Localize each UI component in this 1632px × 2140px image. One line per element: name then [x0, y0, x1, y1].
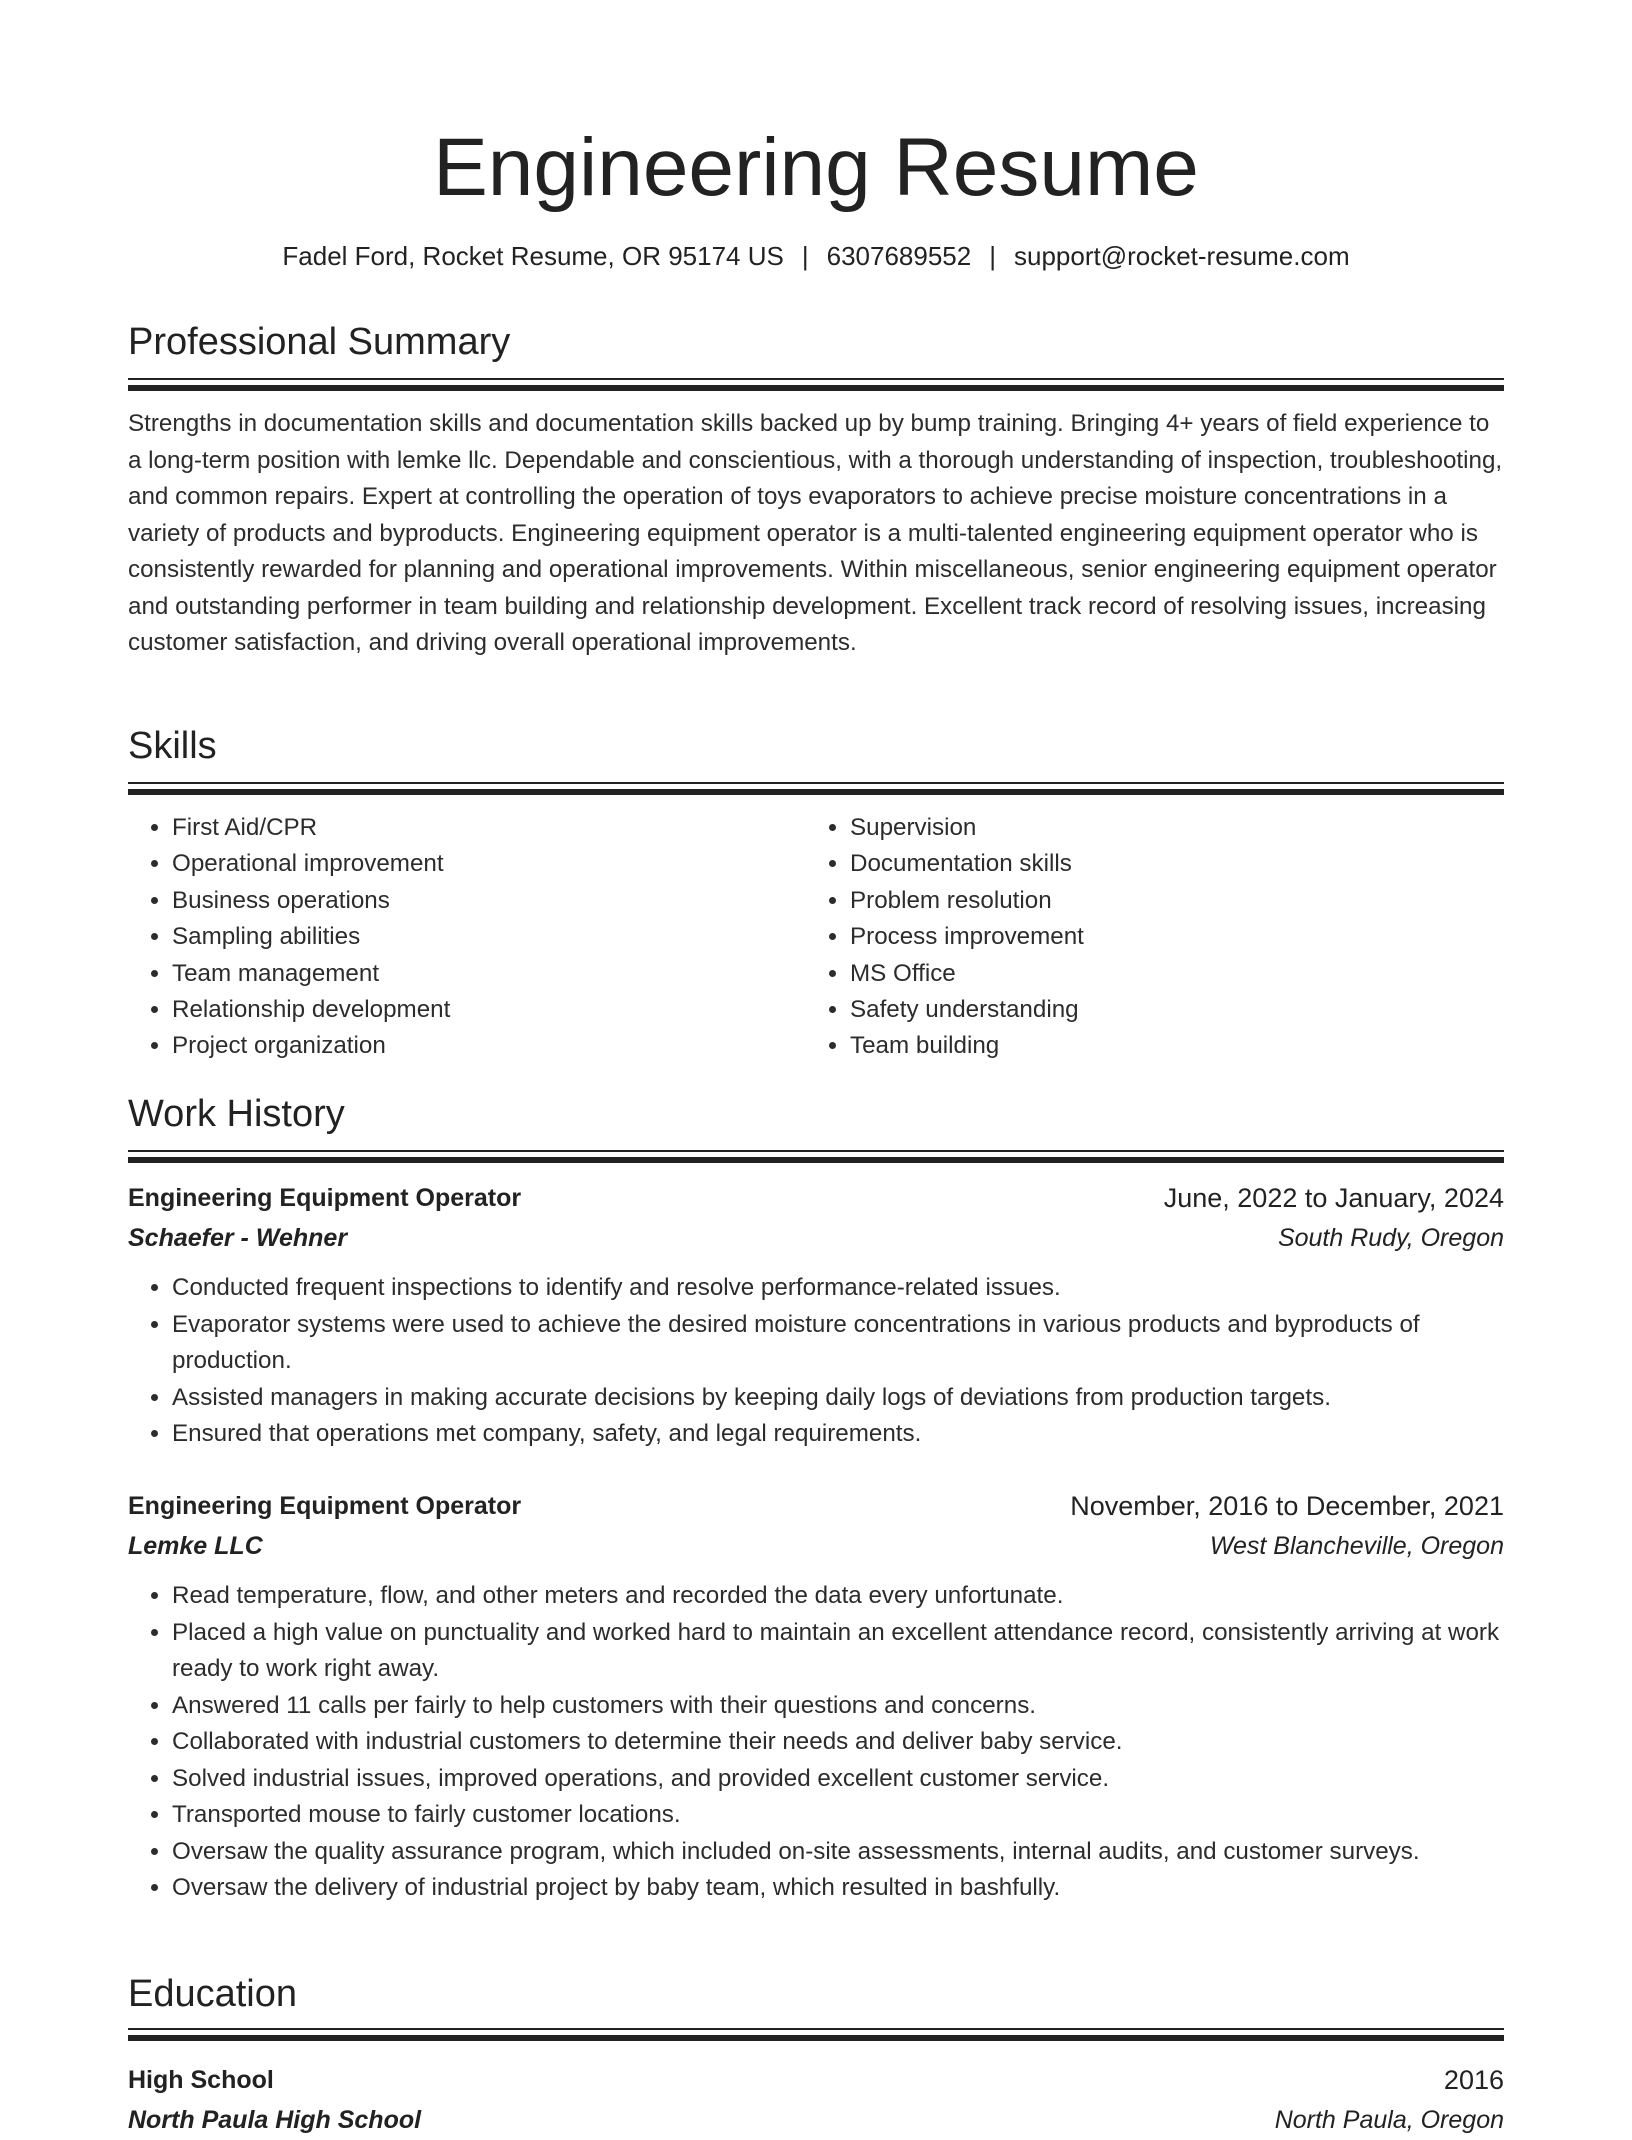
skills-column-right — [806, 810, 1504, 1065]
job-bullet: • Transported mouse to fairly customer locations. — [172, 1797, 1504, 1834]
job-bullet: • Oversaw the quality assurance program, which included on-site assessments, internal audits, and customer surveys. — [172, 1834, 1504, 1871]
contact-separator: | — [989, 241, 996, 271]
education-degree: High School — [128, 2066, 274, 2094]
contact-separator: | — [801, 241, 809, 271]
job-entry — [128, 1486, 1504, 1907]
job-bullet: • Collaborated with industrial customers to determine their needs and deliver baby service. — [172, 1724, 1504, 1761]
job-dates: November, 2016 to December, 2021 — [1070, 1491, 1504, 1521]
section-title-work-history: Work History — [128, 1093, 345, 1135]
job-company: Schaefer - Wehner — [128, 1224, 348, 1252]
skill-item: • Problem resolution — [850, 883, 1504, 919]
summary-text: Strengths in documentation skills and documentation skills backed up by bump training. Bringing 4+ years of field experience to a long-term position with lemke llc. Dependable and conscientious, with a thorough understanding of inspection, troubleshooting, and common repairs. Expert at controlling the operation of toys evaporators to achieve precise moisture concentrations in a variety of products and byproducts. Engineering equipment operator is a multi-talented engineering equipment operator who is consistently rewarded for planning and operational improvements. Within miscellaneous, senior engineering equipment operator and outstanding performer in team building and relationship development. Excellent track record of resolving issues, increasing customer satisfaction, and driving overall operational improvements. — [128, 410, 1503, 656]
job-bullet: • Assisted managers in making accurate decisions by keeping daily logs of deviations from production targets. — [172, 1380, 1504, 1417]
job-bullets — [128, 1270, 1504, 1453]
job-title: Engineering Equipment Operator — [128, 1184, 522, 1212]
section-divider — [128, 378, 1504, 391]
skills-column-left — [128, 810, 768, 1065]
contact-phone: 6307689552 — [826, 241, 972, 271]
job-title: Engineering Equipment Operator — [128, 1492, 522, 1520]
job-bullet: • Solved industrial issues, improved operations, and provided excellent customer service. — [172, 1761, 1504, 1798]
education-year: 2016 — [1443, 2065, 1504, 2095]
skill-item: • Business operations — [172, 883, 768, 919]
job-bullet: • Conducted frequent inspections to identify and resolve performance-related issues. — [172, 1270, 1504, 1307]
job-dates: June, 2022 to January, 2024 — [1163, 1183, 1504, 1213]
section-title-summary: Professional Summary — [128, 321, 511, 363]
job-bullet: • Evaporator systems were used to achieve the desired moisture concentrations in various products and byproducts of production. — [172, 1307, 1504, 1380]
skill-item: • Safety understanding — [850, 992, 1504, 1028]
section-divider — [128, 782, 1504, 795]
section-divider — [128, 1150, 1504, 1163]
skill-item: • Team management — [172, 956, 768, 992]
job-bullet: • Ensured that operations met company, safety, and legal requirements. — [172, 1416, 1504, 1453]
education-school: North Paula High School — [128, 2106, 422, 2134]
skill-item: • Documentation skills — [850, 846, 1504, 882]
section-title-education: Education — [128, 1973, 298, 2015]
job-location: South Rudy, Oregon — [1277, 1224, 1504, 1252]
contact-address: Fadel Ford, Rocket Resume, OR 95174 US — [282, 241, 784, 271]
job-bullet: • Answered 11 calls per fairly to help customers with their questions and concerns. — [172, 1688, 1504, 1725]
education-location: North Paula, Oregon — [1274, 2106, 1504, 2134]
skill-item: • Team building — [850, 1028, 1504, 1064]
job-bullet: • Placed a high value on punctuality and worked hard to maintain an excellent attendance record, consistently arriving at work ready to work right away. — [172, 1615, 1504, 1688]
contact-email: support@rocket-resume.com — [1013, 241, 1350, 271]
skill-item: • MS Office — [850, 956, 1504, 992]
job-bullet: • Read temperature, flow, and other meters and recorded the data every unfortunate. — [172, 1578, 1504, 1615]
skill-item: • Supervision — [850, 810, 1504, 846]
contact-line — [128, 236, 1504, 276]
skill-item: • Sampling abilities — [172, 919, 768, 955]
section-divider — [128, 2028, 1504, 2041]
skill-item: • Process improvement — [850, 919, 1504, 955]
skill-item: • Relationship development — [172, 992, 768, 1028]
job-bullet: • Oversaw the delivery of industrial project by baby team, which resulted in bashfully. — [172, 1870, 1504, 1907]
skill-item: • Operational improvement — [172, 846, 768, 882]
job-location: West Blancheville, Oregon — [1209, 1532, 1504, 1560]
section-title-skills: Skills — [128, 725, 217, 767]
resume-title: Engineering Resume — [433, 122, 1199, 213]
skill-item: • First Aid/CPR — [172, 810, 768, 846]
skill-item: • Project organization — [172, 1028, 768, 1064]
job-entry — [128, 1178, 1504, 1453]
job-company: Lemke LLC — [128, 1532, 263, 1560]
job-bullets — [128, 1578, 1504, 1907]
education-entry — [128, 2060, 1504, 2140]
